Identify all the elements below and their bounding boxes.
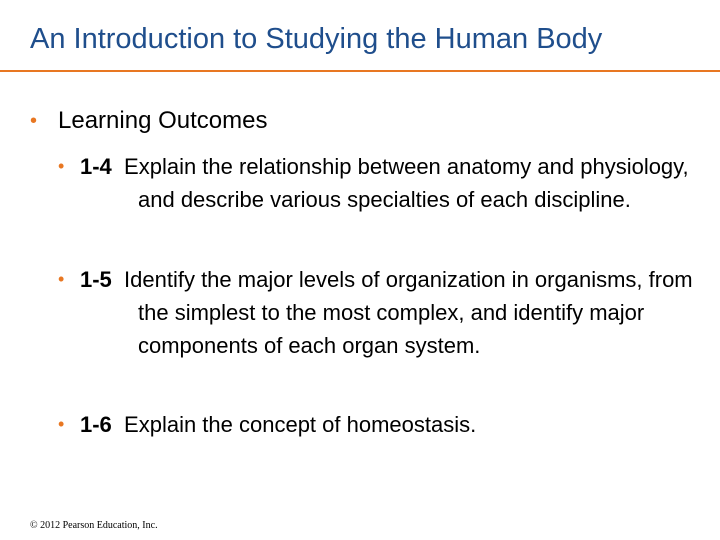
outcome-code: 1-4 (80, 154, 112, 179)
outcome-item (58, 150, 708, 216)
title-divider (0, 70, 720, 72)
slide-title: An Introduction to Studying the Human Body (30, 23, 603, 55)
outcome-code: 1-6 (80, 412, 112, 437)
outcome-body (80, 150, 708, 216)
bullet-icon: • (30, 110, 38, 132)
outcome-text: Identify the major levels of organization in organisms, from the simplest to the most complex, and identify major components of each organ system. (124, 267, 693, 358)
outcome-item (58, 408, 708, 441)
outcome-text: Explain the relationship between anatomy and physiology, and describe various specialties of each discipline. (124, 154, 689, 212)
bullet-icon: • (58, 156, 65, 176)
learning-outcomes-bullet (30, 106, 267, 136)
outcome-item (58, 263, 708, 362)
bullet-icon: • (58, 269, 65, 289)
section-heading: Learning Outcomes (58, 107, 268, 134)
outcome-body (80, 263, 708, 362)
outcome-code: 1-5 (80, 267, 112, 292)
outcome-text: Explain the concept of homeostasis. (124, 412, 477, 437)
copyright-footer: © 2012 Pearson Education, Inc. (30, 520, 158, 531)
outcome-body (80, 408, 708, 441)
bullet-icon: • (58, 414, 65, 434)
